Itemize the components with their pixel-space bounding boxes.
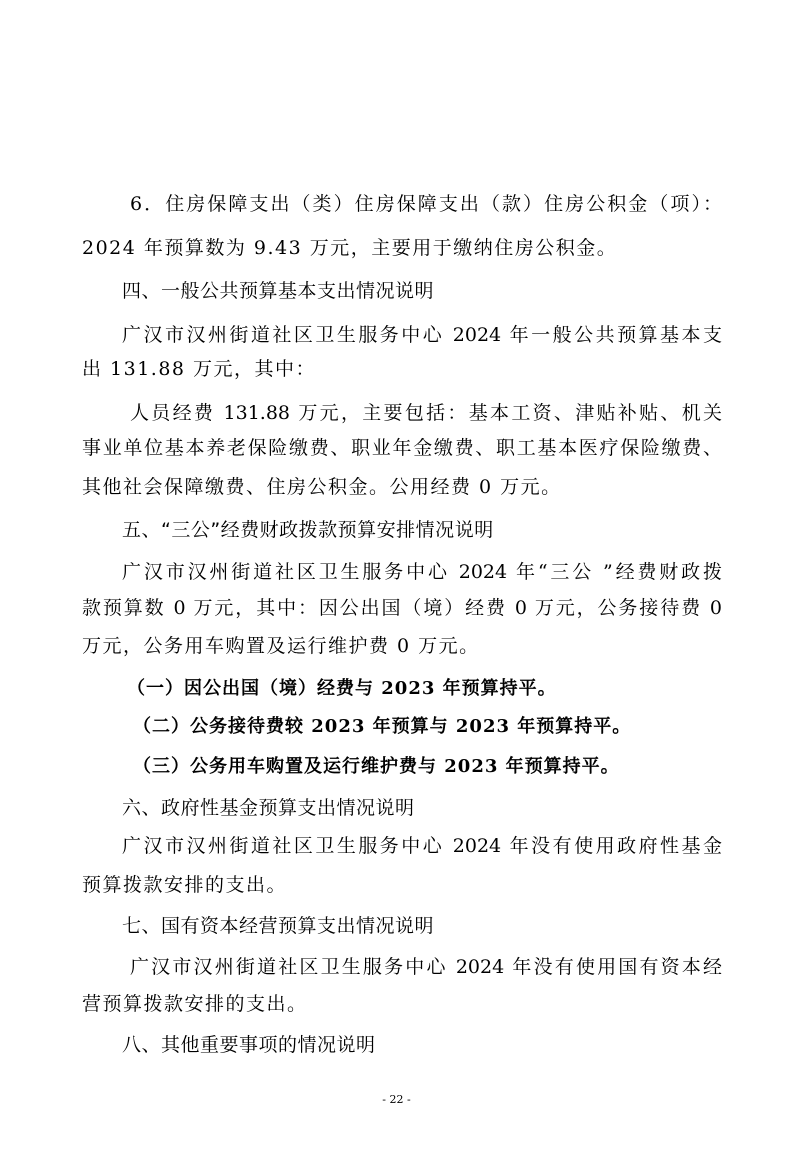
personnel-expense-line-1: 人员经费 131.88 万元，主要包括：基本工资、津贴补贴、机关 <box>130 402 722 424</box>
state-capital-line-1: 广汉市汉州街道社区卫生服务中心 2024 年没有使用国有资本经 <box>130 956 722 978</box>
three-public-line-1: 广汉市汉州街道社区卫生服务中心 2024 年“三公 ”经费财政拨 <box>122 561 722 583</box>
section-heading-8: 八、其他重要事项的情况说明 <box>122 1034 376 1056</box>
housing-fund-item-line-2: 2024 年预算数为 9.43 万元，主要用于缴纳住房公积金。 <box>82 237 618 259</box>
section-heading-7: 七、国有资本经营预算支出情况说明 <box>122 915 435 937</box>
subsection-overseas-travel: （一）因公出国（境）经费与 2023 年预算持平。 <box>127 678 557 699</box>
three-public-line-3: 万元，公务用车购置及运行维护费 0 万元。 <box>82 635 480 657</box>
personnel-expense-line-2: 事业单位基本养老保险缴费、职业年金缴费、职工基本医疗保险缴费、 <box>82 437 722 459</box>
government-fund-line-1: 广汉市汉州街道社区卫生服务中心 2024 年没有使用政府性基金 <box>122 835 722 857</box>
state-capital-line-2: 营预算拨款安排的支出。 <box>82 993 308 1015</box>
subsection-reception: （二）公务接待费较 2023 年预算与 2023 年预算持平。 <box>133 716 632 737</box>
subsection-vehicles: （三）公务用车购置及运行维护费与 2023 年预算持平。 <box>133 756 620 777</box>
section-heading-6: 六、政府性基金预算支出情况说明 <box>122 797 415 819</box>
housing-fund-item-line-1: 6．住房保障支出（类）住房保障支出（款）住房公积金（项）： <box>130 193 722 215</box>
page-number: - 22 - <box>382 1093 411 1106</box>
personnel-expense-line-3: 其他社会保障缴费、住房公积金。公用经费 0 万元。 <box>82 476 562 498</box>
three-public-line-2: 款预算数 0 万元，其中：因公出国（境）经费 0 万元，公务接待费 0 <box>82 597 722 619</box>
government-fund-line-2: 预算拨款安排的支出。 <box>82 874 288 896</box>
section-heading-4: 四、一般公共预算基本支出情况说明 <box>122 280 435 302</box>
basic-expenditure-line-2: 出 131.88 万元，其中： <box>82 358 317 380</box>
basic-expenditure-line-1: 广汉市汉州街道社区卫生服务中心 2024 年一般公共预算基本支 <box>122 324 722 346</box>
section-heading-5: 五、“三公”经费财政拨款预算安排情况说明 <box>122 519 494 541</box>
